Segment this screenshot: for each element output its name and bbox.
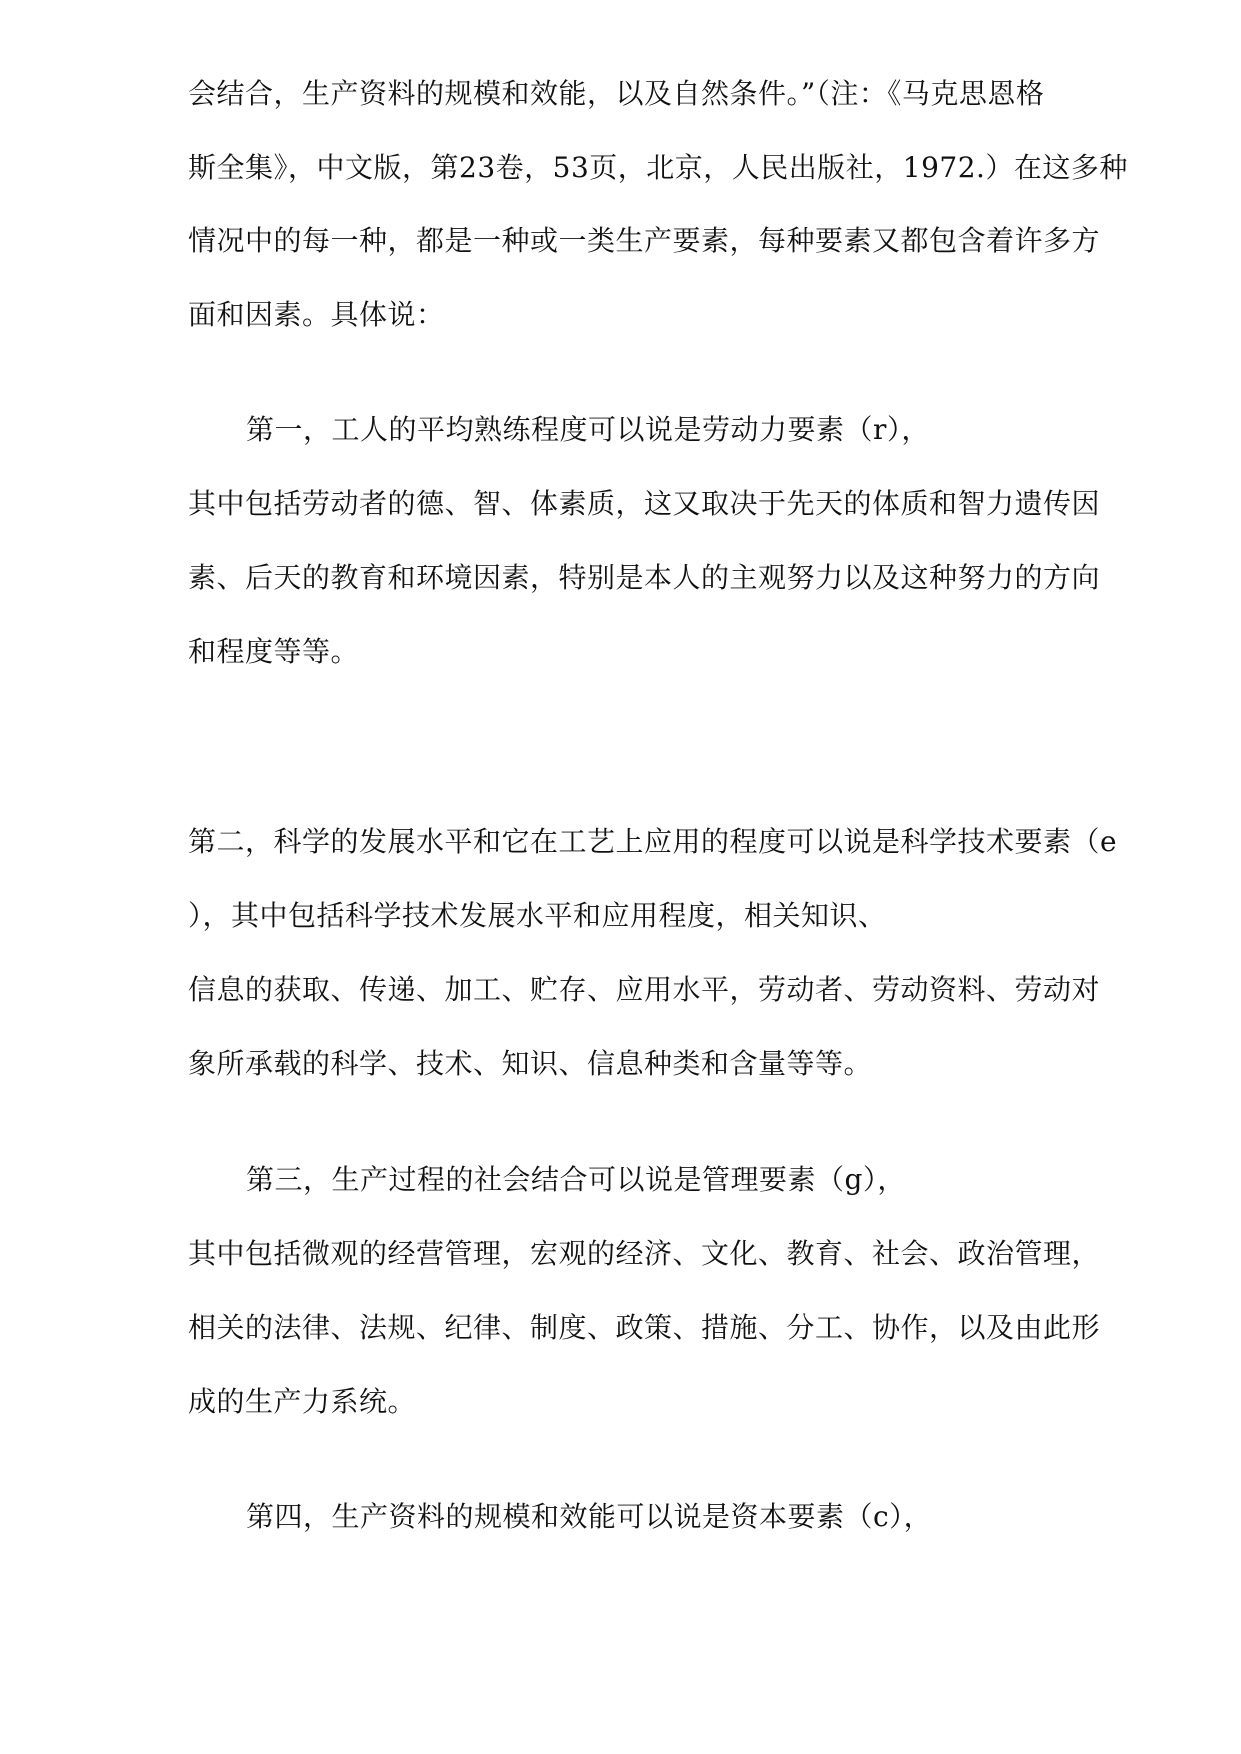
text-line: 情况中的每一种，都是一种或一类生产要素，每种要素又都包含着许多方 <box>188 224 1101 257</box>
text-line: 相关的法律、法规、纪律、制度、政策、措施、分工、协作，以及由此形 <box>188 1311 1101 1344</box>
text-line: 会结合，生产资料的规模和效能，以及自然条件。”（注：《马克思恩格 <box>188 77 1045 110</box>
text-line: ），其中包括科学技术发展水平和应用程度，相关知识、 <box>188 899 887 932</box>
paragraph-first-line: 第四，生产资料的规模和效能可以说是资本要素（c）， <box>246 1500 933 1533</box>
text-line: 素、后天的教育和环境因素，特别是本人的主观努力以及这种努力的方向 <box>188 561 1101 594</box>
paragraph-first-line: 第二，科学的发展水平和它在工艺上应用的程度可以说是科学技术要素（e <box>188 825 1118 858</box>
text-line: 成的生产力系统。 <box>188 1385 417 1418</box>
text-line: 斯全集》，中文版，第23卷，53页，北京，人民出版社，1972.）在这多种 <box>188 151 1128 184</box>
paragraph-first-line: 第一，工人的平均熟练程度可以说是劳动力要素（r）， <box>246 413 930 446</box>
text-line: 面和因素。具体说： <box>188 298 445 331</box>
text-line: 其中包括劳动者的德、智、体素质，这又取决于先天的体质和智力遗传因 <box>188 487 1101 520</box>
text-line: 信息的获取、传递、加工、贮存、应用水平，劳动者、劳动资料、劳动对 <box>188 973 1101 1006</box>
text-line: 象所承载的科学、技术、知识、信息种类和含量等等。 <box>188 1047 873 1080</box>
text-line: 和程度等等。 <box>188 635 360 668</box>
text-line: 其中包括微观的经营管理，宏观的经济、文化、教育、社会、政治管理， <box>188 1237 1101 1270</box>
paragraph-first-line: 第三，生产过程的社会结合可以说是管理要素（g）， <box>246 1163 906 1196</box>
